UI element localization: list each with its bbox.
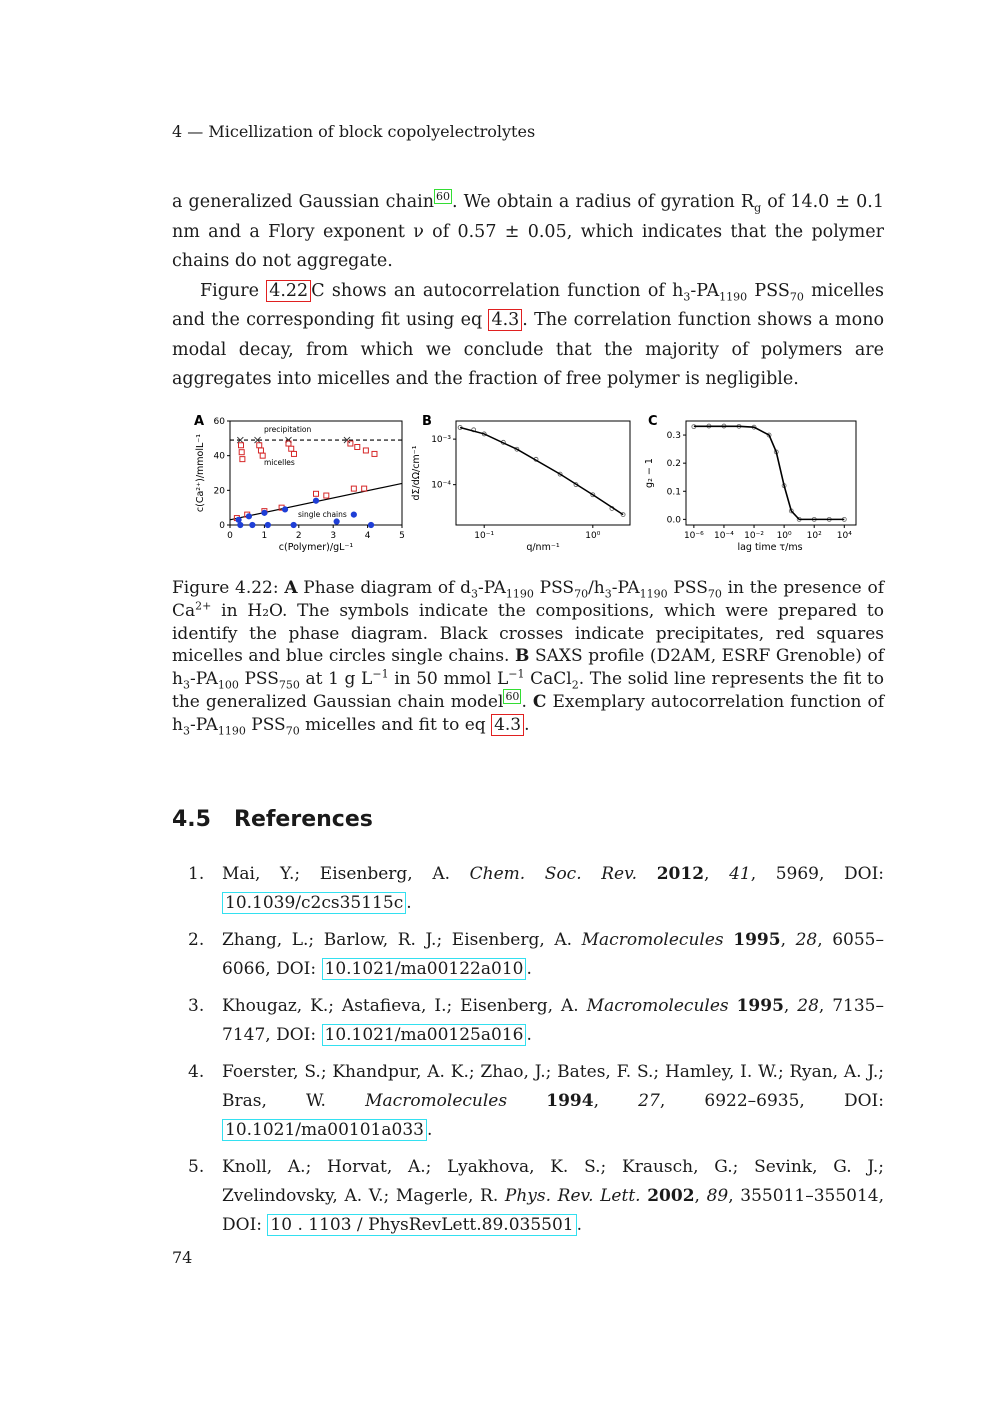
reference-item: 2. Zhang, L.; Barlow, R. J.; Eisenberg, A. Macromolecules 1995, 28, 6055–6066, DOI: 10.1021/ma00122a010 . xyxy=(188,926,884,984)
reference-number: 2. xyxy=(188,930,205,950)
body-text xyxy=(172,188,884,395)
reference-year: 1994 xyxy=(546,1091,594,1111)
single-chain-circle-marker xyxy=(265,522,270,527)
micelle-square-marker xyxy=(289,446,294,451)
y-tick-label-c: 0.0 xyxy=(666,515,681,526)
reference-volume: 28 xyxy=(797,996,819,1016)
micelle-square-marker xyxy=(258,448,263,453)
doi-link[interactable]: 10 . 1103 / PhysRevLett.89.035501 xyxy=(267,1214,576,1236)
reference-number: 4. xyxy=(188,1062,205,1082)
micelle-square-marker xyxy=(351,486,356,491)
micelle-square-marker xyxy=(239,450,244,455)
micelle-square-marker xyxy=(291,451,296,456)
x-tick-label-a: 4 xyxy=(364,531,371,541)
reference-pages: , 5969, DOI: xyxy=(750,864,885,884)
x-tick-label-a: 0 xyxy=(227,531,233,541)
reference-volume: 41 xyxy=(729,864,751,884)
single-chain-circle-marker xyxy=(250,522,255,527)
citation-link[interactable]: 60 xyxy=(436,190,451,204)
reference-authors: Khougaz, K.; Astafieva, I.; Eisenberg, A. xyxy=(222,996,587,1016)
y-tick-label-a: 60 xyxy=(213,417,225,427)
micelle-square-marker xyxy=(363,448,368,453)
micelle-square-marker xyxy=(324,493,329,498)
x-tick-label-c: 10⁻² xyxy=(744,531,764,541)
reference-year: 1995 xyxy=(733,930,781,950)
y-tick-label-b: 10⁻³ xyxy=(431,435,451,446)
equation-ref-link[interactable]: 4.3 xyxy=(488,309,522,331)
x-tick-label-c: 10² xyxy=(806,531,822,541)
caption-citation-link[interactable]: 60 xyxy=(505,690,520,704)
y-tick-label-a: 20 xyxy=(213,486,225,497)
x-tick-label-a: 1 xyxy=(261,531,268,541)
panel-c xyxy=(644,414,856,553)
reference-item: 3. Khougaz, K.; Astafieva, I.; Eisenberg, A. Macromolecules 1995, 28, 7135–7147, DOI: 10.1021/ma00125a016 . xyxy=(188,992,884,1050)
figure-svg xyxy=(190,408,870,560)
reference-number: 1. xyxy=(188,864,205,884)
page-number: 74 xyxy=(172,1248,193,1267)
section-title: References xyxy=(234,807,373,832)
micelle-square-marker xyxy=(240,457,245,462)
x-tick-label-c: 10⁴ xyxy=(836,531,852,541)
x-axis-label-b: q/nm⁻¹ xyxy=(526,542,560,553)
x-axis-label-c: lag time τ/ms xyxy=(737,542,803,553)
reference-list xyxy=(188,860,884,1248)
reference-pages: , 7135–7147, DOI: xyxy=(222,996,884,1045)
reference-journal: Macromolecules xyxy=(581,930,724,950)
doi-link[interactable]: 10.1021/ma00101a033 xyxy=(222,1119,427,1141)
reference-number: 3. xyxy=(188,996,205,1016)
reference-item: 5. Knoll, A.; Horvat, A.; Lyakhova, K. S.; Krausch, G.; Sevink, G. J.; Zvelindovsky, A. V.; Magerle, R. Phys. Rev. Lett. 2002, 89, 355011–355014, DOI: 10 . 1103 / PhysRevLett.89.035501 . xyxy=(188,1153,884,1240)
reference-item: 4. Foerster, S.; Khandpur, A. K.; Zhao, J.; Bates, F. S.; Hamley, I. W.; Ryan, A. J.; Bras, W. Macromolecules 1994, 27, 6922–6935, DOI: 10.1021/ma00101a033 . xyxy=(188,1058,884,1145)
x-tick-label-a: 2 xyxy=(295,531,302,541)
reference-volume: 27 xyxy=(638,1091,660,1111)
x-tick-label-c: 10⁰ xyxy=(776,531,792,541)
region-label-single-chains: single chains xyxy=(298,510,347,519)
single-chain-circle-marker xyxy=(313,498,318,503)
y-axis-label-a: c(Ca²⁺)/mmolL⁻¹ xyxy=(195,433,206,513)
figure-4-22 xyxy=(190,408,870,564)
single-chain-circle-marker xyxy=(236,517,241,522)
reference-authors: Foerster, S.; Khandpur, A. K.; Zhao, J.; Bates, F. S.; Hamley, I. W.; Ryan, A. J.; Bras, W. xyxy=(222,1062,884,1111)
axes-frame-b xyxy=(456,421,630,525)
x-tick-label-c: 10⁻⁴ xyxy=(714,531,734,541)
paragraph-2: Figure 4.22 C shows an autocorrelation function of $h_3-PA_{1190}$ $PSS_{70}$ micelles and the corresponding fit using eq 4.3 . The correlation function shows a mono modal decay, from which we conclude that the majority of polymers are aggregates into micelles and the fraction of free polymer is negligible. xyxy=(172,280,885,389)
reference-volume: 28 xyxy=(795,930,818,950)
region-label-precipitation: precipitation xyxy=(264,425,312,434)
reference-year: 1995 xyxy=(736,996,784,1016)
single-chain-circle-marker xyxy=(351,512,356,517)
y-tick-label-c: 0.1 xyxy=(666,487,681,498)
paragraph-1: a generalized Gaussian chain $^{60}$ . We obtain a radius of gyration $R_g$ of 14.0 ± 0.1 nm and a Flory exponent ν of 0.57 ± 0.05, which indicates that the polymer chains do not aggregate. xyxy=(172,190,884,271)
reference-pages: , 6055–6066, DOI: xyxy=(222,930,884,979)
reference-journal: Phys. Rev. Lett. xyxy=(504,1186,641,1206)
x-tick-label-c: 10⁻⁶ xyxy=(683,531,704,541)
region-label-micelles: micelles xyxy=(264,458,295,467)
reference-journal: Chem. Soc. Rev. xyxy=(469,864,638,884)
micelle-square-marker xyxy=(355,445,360,450)
y-axis-label-b: dΣ/dΩ/cm⁻¹ xyxy=(411,445,422,501)
reference-authors: Mai, Y.; Eisenberg, A. xyxy=(222,864,470,884)
x-axis-label-a: c(Polymer)/gL⁻¹ xyxy=(278,542,354,553)
single-chain-circle-marker xyxy=(291,522,296,527)
micelle-square-marker xyxy=(239,443,244,448)
autocorrelation-fit-line xyxy=(694,426,844,519)
reference-pages: , 355011–355014, DOI: xyxy=(222,1186,884,1235)
reference-year: 2002 xyxy=(647,1186,695,1206)
reference-authors: Knoll, A.; Horvat, A.; Lyakhova, K. S.; Krausch, G.; Sevink, G. J.; Zvelindovsky, A. V.; Magerle, R. xyxy=(222,1157,884,1206)
single-chain-circle-marker xyxy=(246,514,251,519)
reference-journal: Macromolecules xyxy=(365,1091,508,1111)
y-axis-label-c: g₂ − 1 xyxy=(644,458,655,488)
single-chain-circle-marker xyxy=(334,519,339,524)
reference-pages: , 6922–6935, DOI: xyxy=(659,1091,884,1111)
reference-volume: 89 xyxy=(706,1186,729,1206)
y-tick-label-a: 40 xyxy=(213,451,225,462)
single-chain-circle-marker xyxy=(238,522,243,527)
section-number: 4.5 xyxy=(172,807,211,832)
doi-link[interactable]: 10.1039/c2cs35115c xyxy=(222,892,406,914)
reference-number: 5. xyxy=(188,1157,205,1177)
y-tick-label-a: 0 xyxy=(219,521,225,531)
doi-link[interactable]: 10.1021/ma00125a016 xyxy=(322,1024,527,1046)
panel-b xyxy=(411,414,630,553)
micelle-square-marker xyxy=(257,443,262,448)
y-tick-label-b: 10⁻⁴ xyxy=(431,480,451,491)
single-chain-circle-marker xyxy=(262,510,267,515)
micelle-square-marker xyxy=(362,486,367,491)
panel-a xyxy=(194,414,405,553)
micelle-square-marker xyxy=(314,491,319,496)
section-heading xyxy=(172,807,373,832)
x-tick-label-a: 3 xyxy=(330,531,337,541)
y-tick-label-c: 0.3 xyxy=(666,431,681,442)
single-chain-circle-marker xyxy=(368,522,373,527)
axes-frame-c xyxy=(686,421,856,525)
figure-ref-link[interactable]: 4.22 xyxy=(266,280,311,302)
caption-equation-ref-link[interactable]: 4.3 xyxy=(491,714,524,736)
single-chain-circle-marker xyxy=(282,507,287,512)
x-tick-label-b: 10⁰ xyxy=(585,531,601,541)
reference-item: 1. Mai, Y.; Eisenberg, A. Chem. Soc. Rev. 2012, 41, 5969, DOI: 10.1039/c2cs35115c . xyxy=(188,860,884,918)
panel-label-c: C xyxy=(648,414,658,429)
reference-authors: Zhang, L.; Barlow, R. J.; Eisenberg, A. xyxy=(222,930,582,950)
panel-label-b: B xyxy=(422,414,432,429)
x-tick-label-b: 10⁻¹ xyxy=(474,531,495,541)
saxs-fit-line xyxy=(460,427,623,514)
doi-link[interactable]: 10.1021/ma00122a010 xyxy=(322,958,527,980)
reference-journal: Macromolecules xyxy=(586,996,729,1016)
micelle-square-marker xyxy=(372,451,377,456)
reference-year: 2012 xyxy=(656,864,705,884)
x-tick-label-a: 5 xyxy=(399,531,405,541)
running-header: 4 — Micellization of block copolyelectrolytes xyxy=(172,122,536,141)
figure-caption: Figure 4.22: A Phase diagram of $d_3-PA_{1190}$ $PSS_{70}/h_3-PA_{1190}$ $PSS_{70}$ in the presence of $Ca^{2+}$ in H₂O. The symbols indicate the compositions, which were prepared to identify the phase diagram. Black crosses indicate precipitates, red squares micelles and blue circles single chains. B SAXS profile (D2AM, ESRF Grenoble) of $h_3-PA_{100}$ $PSS_{750}$ at 1 g $L^{-1}$ in 50 mmol $L^{-1}$ CaCl$_2$. The solid line represents the fit to the generalized Gaussian chain model $^{60}$ . C Exemplary autocorrelation function of $h_3-PA_{1190}$ $PSS_{70}$ micelles and fit to eq 4.3 . xyxy=(172,578,884,738)
y-tick-label-c: 0.2 xyxy=(666,459,681,470)
panel-label-a: A xyxy=(194,414,205,429)
